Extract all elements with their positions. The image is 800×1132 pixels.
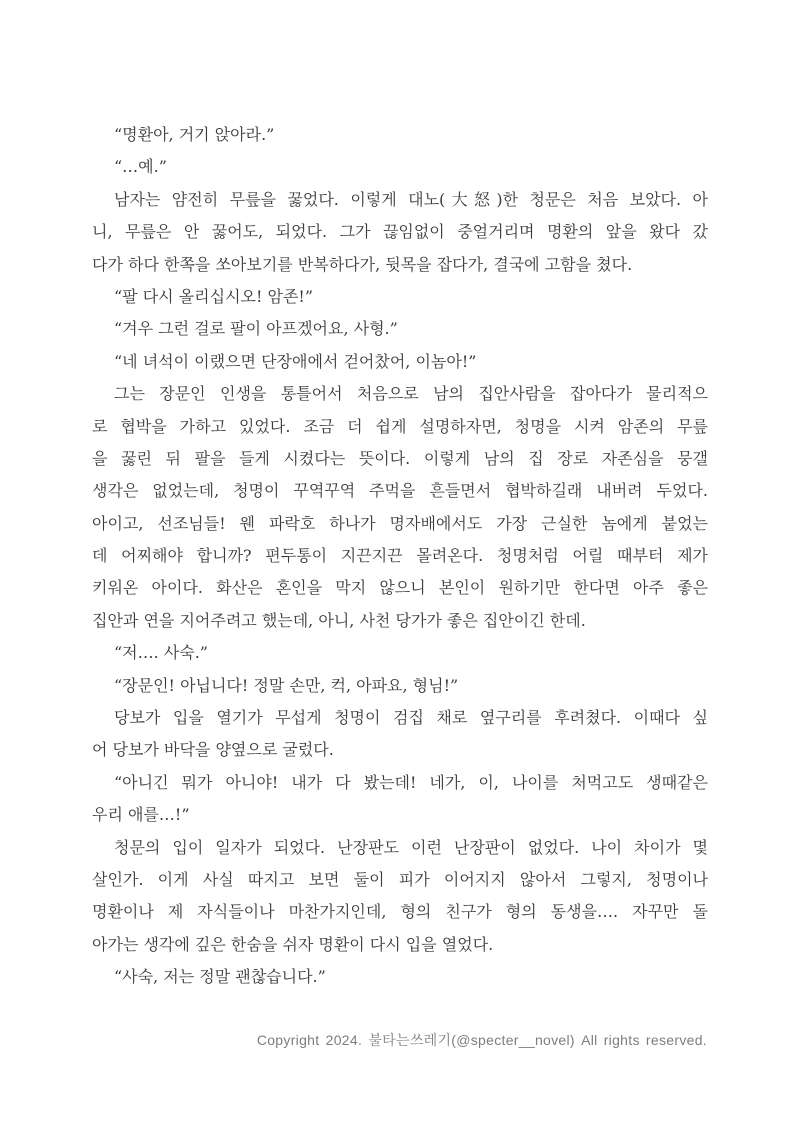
text-line: “겨우 그런 걸로 팔이 아프겠어요, 사형.” <box>114 319 398 339</box>
text-line: “장문인! 아닙니다! 정말 손만, 컥, 아파요, 형님!” <box>114 675 459 695</box>
text-line: “팔 다시 올리십시오! 암존!” <box>114 286 314 306</box>
text-line: “…예.” <box>114 157 167 177</box>
text-line: “명환아, 거기 앉아라.” <box>114 125 275 144</box>
text-line: 어 당보가 바닥을 양옆으로 굴렀다. <box>92 740 334 760</box>
text-line: “네 녀석이 이랬으면 단장애에서 걷어찼어, 이놈아!” <box>114 351 477 371</box>
text-line: “사숙, 저는 정말 괜찮습니다.” <box>114 967 326 987</box>
text-line: 로 협박을 가하고 있었다. 조금 더 쉽게 설명하자면, 청명을 시켜 암존의 무릎 <box>92 416 708 436</box>
text-line: 우리 애를…!” <box>92 805 190 825</box>
text-line: 을 꿇린 뒤 팔을 들게 시켰다는 뜻이다. 이렇게 남의 집 장로 자존심을 뭉갤 <box>92 448 708 468</box>
text-line: 청문의 입이 일자가 되었다. 난장판도 이런 난장판이 없었다. 나이 차이가 몇 <box>114 837 708 857</box>
text-line: 살인가. 이게 사실 따지고 보면 둘이 피가 이어지지 않아서 그렇지, 청명이나 <box>92 869 708 889</box>
copyright-notice: Copyright 2024. 불타는쓰레기(@specter__novel) All rights reserved. <box>256 1032 707 1048</box>
text-line: “저…. 사숙.” <box>114 643 208 663</box>
text-line: 다가 하다 한쪽을 쏘아보기를 반복하다가, 뒷목을 잡다가, 결국에 고함을 쳤다. <box>92 254 633 274</box>
text-line: 생각은 없었는데, 청명이 꾸역꾸역 주먹을 흔들면서 협박하길래 내버려 두었다. <box>92 481 708 501</box>
text-line: 아이고, 선조님들! 웬 파락호 하나가 명자배에서도 가장 근실한 놈에게 붙었는 <box>92 513 708 533</box>
novel-text-block <box>92 119 708 994</box>
text-line: 집안과 연을 지어주려고 했는데, 아니, 사천 당가가 좋은 집안이긴 한데. <box>92 610 586 630</box>
text-line: 명환이나 제 자식들이나 마찬가지인데, 형의 친구가 형의 동생을…. 자꾸만 돌 <box>92 902 708 922</box>
text-line: 키워온 아이다. 화산은 혼인을 막지 않으니 본인이 원하기만 한다면 아주 좋은 <box>92 578 708 598</box>
text-line: 그는 장문인 인생을 통틀어서 처음으로 남의 집안사람을 잡아다가 물리적으 <box>114 384 708 404</box>
text-line: 아가는 생각에 깊은 한숨을 쉬자 명환이 다시 입을 열었다. <box>92 934 494 954</box>
text-line: 데 어찌해야 합니까? 편두통이 지끈지끈 몰려온다. 청명처럼 어릴 때부터 제가 <box>92 546 708 566</box>
text-line: 니, 무릎은 안 꿇어도, 되었다. 그가 끊임없이 중얼거리며 명환의 앞을 왔다 갔 <box>92 222 708 242</box>
text-line: “아니긴 뭐가 아니야! 내가 다 봤는데! 네가, 이, 나이를 처먹고도 생때같은 <box>114 772 708 792</box>
text-line: 당보가 입을 열기가 무섭게 청명이 검집 채로 옆구리를 후려쳤다. 이때다 싶 <box>114 708 708 728</box>
text-line: 남자는 얌전히 무릎을 꿇었다. 이렇게 대노(大怒)한 청문은 처음 보았다. 아 <box>114 189 708 209</box>
